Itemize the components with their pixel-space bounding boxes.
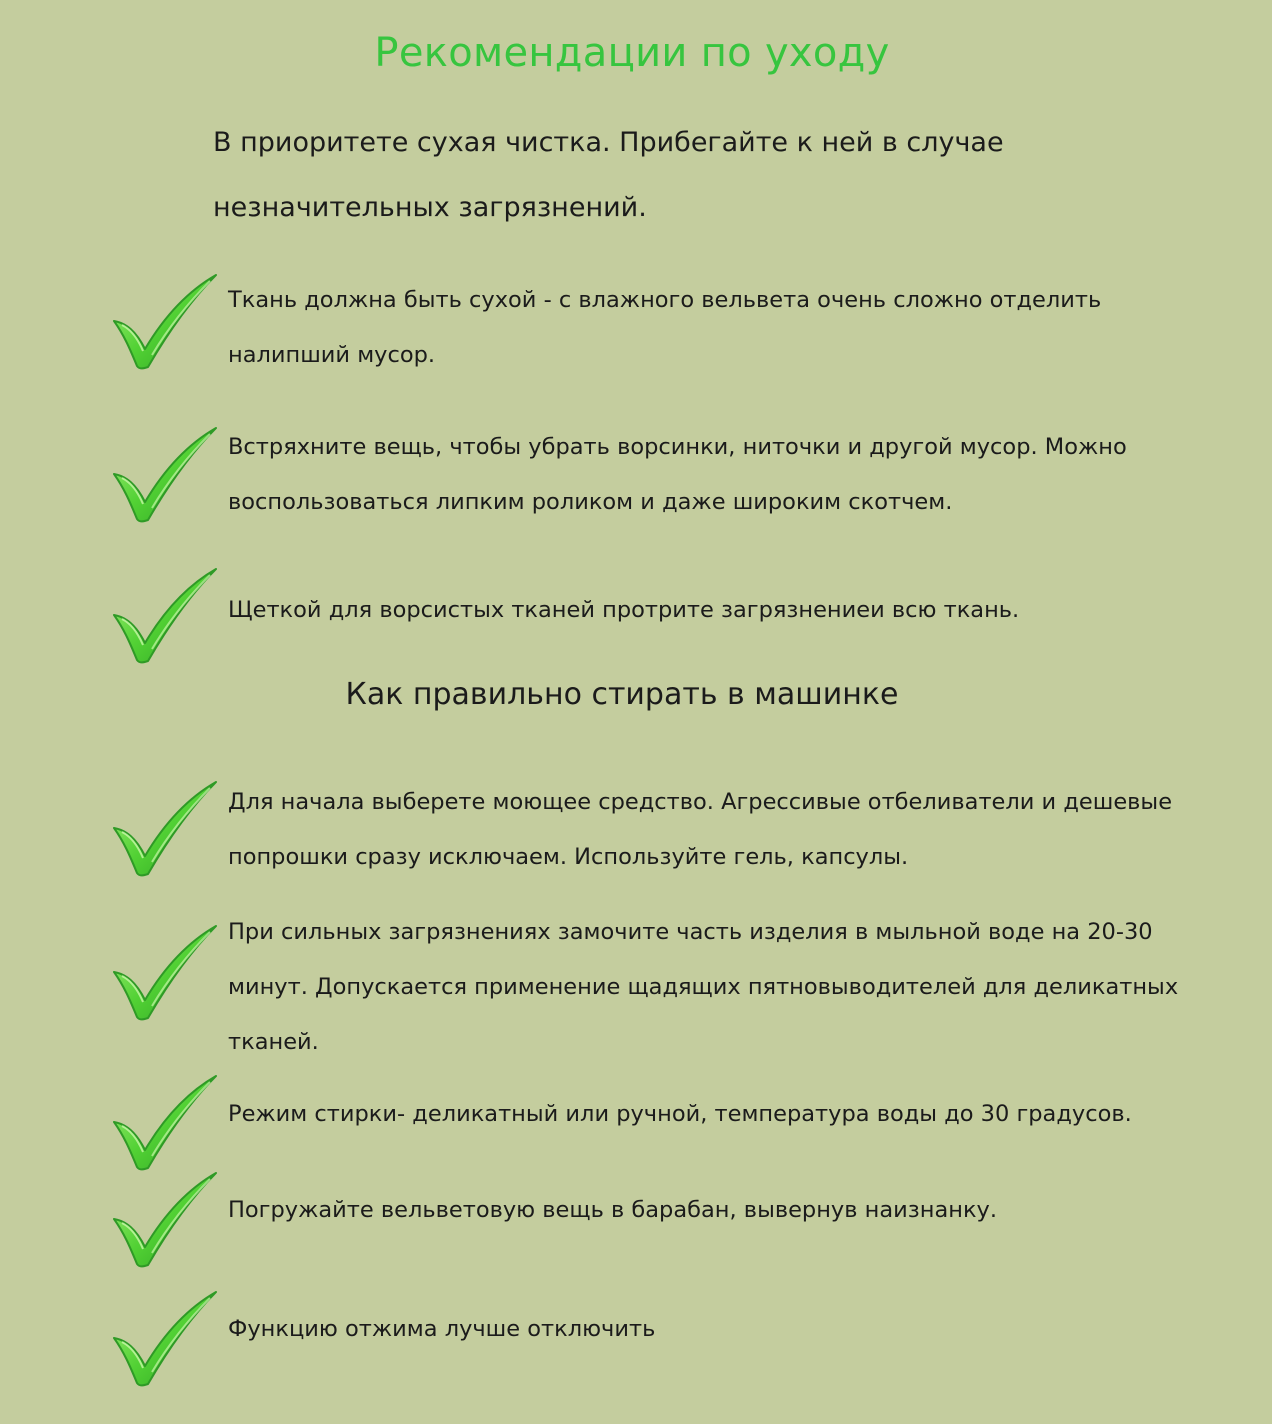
page-title: Рекомендации по уходу (374, 30, 890, 76)
check-mark-icon (112, 426, 218, 524)
list-item-text: Встряхните вещь, чтобы убрать ворсинки, ниточки и другой мусор. Можно воспользоваться липким роликом и даже широким скотчем. (228, 434, 1127, 515)
check-mark-icon (112, 780, 218, 878)
intro-text: В приоритете сухая чистка. Прибегайте к ней в случае незначительных загрязнений. (213, 127, 1004, 223)
list-item-text: Для начала выберете моющее средство. Агрессивые отбеливатели и дешевые попрошки сразу исключаем. Используйте гель, капсулы. (228, 789, 1173, 870)
check-mark-icon (112, 1074, 218, 1172)
list-item-text: Погружайте вельветовую вещь в барабан, вывернув наизнанку. (228, 1197, 998, 1223)
check-mark-icon (112, 924, 218, 1022)
list-item-text: Режим стирки- деликатный или ручной, температура воды до 30 градусов. (228, 1101, 1132, 1127)
list-item-text: Щеткой для ворсистых тканей протрите загрязнениеи всю ткань. (228, 597, 1020, 623)
check-mark-icon (112, 1290, 218, 1388)
section-subtitle: Как правильно стирать в машинке (345, 677, 899, 712)
list-item-text: Ткань должна быть сухой - с влажного вельвета очень сложно отделить налипший мусор. (228, 287, 1102, 368)
check-mark-icon (112, 1171, 218, 1269)
list-item-text: При сильных загрязнениях замочите часть изделия в мыльной воде на 20-30 минут. Допускается применение щадящих пятновыводителей для деликатных тканей. (228, 919, 1179, 1055)
list-item-text: Функцию отжима лучше отключить (228, 1316, 656, 1342)
check-mark-icon (112, 273, 218, 371)
check-mark-icon (112, 567, 218, 665)
